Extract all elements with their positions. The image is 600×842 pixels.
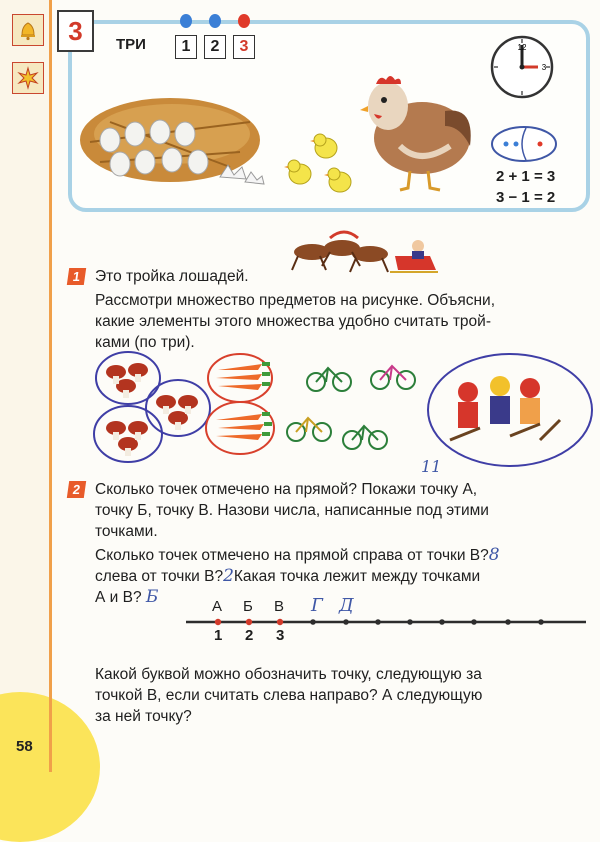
margin-line <box>49 0 52 772</box>
task2-line3: точками. <box>95 523 158 540</box>
handwritten-g: Г <box>311 595 323 616</box>
equation-subtraction: 3 − 1 = 2 <box>496 189 556 206</box>
task2-line1: Сколько точек отмечено на прямой? Покажи точку А, <box>95 481 478 498</box>
task-number-2: 2 <box>67 481 86 498</box>
hen-illustration <box>350 66 480 196</box>
task2-line6: А и В? Б <box>95 587 159 607</box>
digit-dot-3 <box>238 14 250 28</box>
equation-addition: 2 + 1 = 3 <box>496 168 556 185</box>
handwritten-two: 2 <box>223 566 234 586</box>
page-number: 58 <box>16 738 33 755</box>
digit-dot-1 <box>180 14 192 28</box>
task2-line8: точкой В, если считать слева направо? А следующую <box>95 687 483 704</box>
task-number-1: 1 <box>67 268 86 285</box>
point-label-v: В <box>274 598 285 615</box>
task1-line1: Это тройка лошадей. <box>95 268 249 285</box>
digit-box-2: 2 <box>204 35 226 59</box>
task1-sets-illustration <box>90 340 600 470</box>
point-label-b: Б <box>243 598 253 615</box>
point-label-a: А <box>212 598 223 615</box>
task1-line2: Рассмотри множество предметов на рисунке. Объясни, <box>95 292 496 309</box>
point-number-1: 1 <box>214 627 223 644</box>
lesson-number: 3 <box>57 10 94 52</box>
troika-horses-illustration <box>290 226 440 281</box>
handwritten-eleven: 11 <box>421 457 442 476</box>
bell-icon <box>12 14 44 46</box>
task1-line4: ками (по три). <box>95 334 195 351</box>
dots-set-diagram <box>490 124 558 164</box>
point-number-3: 3 <box>276 627 285 644</box>
task1-line3: какие элементы этого множества удобно считать трой- <box>95 313 491 330</box>
clock-number-3: 3 <box>541 63 547 72</box>
digit-dot-2 <box>209 14 221 28</box>
lesson-title: ТРИ <box>116 36 146 53</box>
task2-line4: Сколько точек отмечено на прямой справа от точки В?8 <box>95 545 500 565</box>
clock-icon <box>488 33 556 101</box>
nest-with-eggs-illustration <box>80 82 280 197</box>
digit-box-1: 1 <box>175 35 197 59</box>
handwritten-d: Д <box>339 595 354 616</box>
star-icon <box>12 62 44 94</box>
handwritten-b: Б <box>145 587 159 607</box>
task2-line9: за ней точку? <box>95 708 192 725</box>
digit-box-3: 3 <box>233 35 255 59</box>
page-margin <box>0 0 49 772</box>
handwritten-eight: 8 <box>488 545 500 565</box>
point-number-2: 2 <box>245 627 254 644</box>
task2-line7: Какой буквой можно обозначить точку, следующую за <box>95 666 482 683</box>
task2-line5: слева от точки В?2Какая точка лежит между точками <box>95 566 481 586</box>
clock-number-12: 12 <box>517 43 527 52</box>
task2-line2: точку Б, точку В. Назови числа, написанные под этими <box>95 502 489 519</box>
